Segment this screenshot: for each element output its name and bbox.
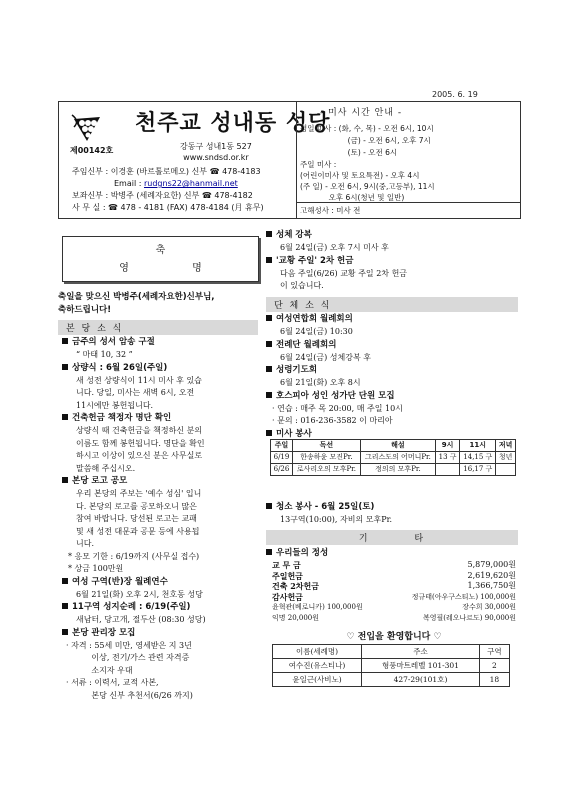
offering-label: 교 무 금: [272, 560, 301, 570]
item-line: 우리 본당의 주보는 '예수 성심' 입니: [76, 489, 202, 498]
offering-row: [272, 560, 516, 571]
square-bullet-icon: [62, 414, 68, 420]
item-title: 청소 봉사 - 6월 25일(토): [276, 502, 375, 512]
list-item: [62, 627, 282, 703]
item-title: 여성연합회 월례회의: [276, 314, 353, 324]
item-line: 6월 21일(화) 오후 8시: [280, 378, 361, 387]
item-line: 6월 21일(화) 오후 2시, 천호동 성당: [76, 589, 203, 599]
church-address: [180, 141, 252, 163]
mass-line: 오후 6시(청년 및 일반): [300, 193, 405, 202]
item-line: 이름도 함께 봉헌됩니다. 명단을 확인: [76, 438, 205, 448]
address-text: 강동구 성내1동 527: [180, 142, 252, 151]
item-title: 본당 로고 공모: [72, 476, 128, 486]
congrats-message-line: 축하드립니다!: [58, 305, 112, 315]
column-header: 해설: [360, 440, 435, 452]
item-title: 우리들의 정성: [276, 548, 329, 558]
item-title: 여성 구역(반)장 월례연수: [72, 576, 168, 587]
table-cell: 16,17 구: [460, 464, 496, 476]
item-line: 및 새 성전 대문과 공문 등에 사용됩: [76, 526, 200, 536]
table-header-row: [273, 645, 510, 659]
item-line: 이상, 전기/가스 관련 자격증: [66, 653, 190, 662]
right-top-list: [266, 229, 522, 293]
registration-number: 제00142호: [70, 146, 114, 155]
list-item: [62, 412, 282, 475]
item-line: 6월 24일(금) 오후 7시 미사 후: [280, 243, 389, 252]
group-news-heading: 단 체 소 식: [266, 297, 518, 312]
table-cell: 13 구: [435, 452, 459, 464]
table-cell: 정의의 모후Pr.: [360, 464, 435, 476]
list-item: [266, 255, 522, 293]
offering-amount: 1,366,750원: [467, 581, 516, 590]
item-line: 다. 본당의 로고를 공모하오니 많은: [76, 501, 197, 511]
welcome-title: ♡ 전입을 환영합니다 ♡: [346, 632, 442, 642]
item-line: 참여 바랍니다. 당선된 로고는 교패: [76, 514, 197, 523]
mass-line: (금) - 오전 6시, 오후 7시: [300, 136, 431, 145]
item-line: 새남터, 당고개, 절두산 (08:30 성당): [76, 615, 206, 624]
offering-row: [272, 581, 516, 592]
parish-news-heading: 본 당 소 식: [58, 320, 258, 335]
item-line: 소지자 우대: [66, 665, 133, 675]
item-line: 하시고 이상이 있으신 분은 사무실로: [76, 451, 203, 460]
square-bullet-icon: [266, 315, 272, 321]
column-header: 주일: [271, 440, 293, 452]
square-bullet-icon: [266, 231, 272, 237]
welcome-table: [272, 644, 510, 687]
website-link[interactable]: www.sndsd.or.kr: [183, 153, 249, 162]
offering-section: [266, 547, 522, 560]
assistant-priest-line: 보좌신부 : 박병주 (세례자요한) 신부 ☎ 478-4182: [72, 191, 253, 200]
etc-heading: 기 타: [266, 530, 518, 545]
square-bullet-icon: [266, 392, 272, 398]
mass-schedule-title: - 미사 시간 안내 -: [320, 108, 403, 118]
table-cell: 18: [479, 673, 509, 687]
table-cell: 14,15 구: [460, 452, 496, 464]
mass-line: (주 일) - 오전 6시, 9시(중,고등부), 11시: [300, 182, 435, 191]
offering-list: [272, 560, 516, 623]
item-line: 니다. 당일, 미사는 새벽 6시, 오전: [76, 388, 195, 397]
offering-amount: 5,879,000원: [467, 560, 516, 569]
thanks-entry: 익명 20,000원: [272, 613, 320, 622]
list-item: [266, 313, 522, 339]
table-cell: 그리스도의 어머니Pr.: [360, 452, 435, 464]
congrats-title: 축: [155, 245, 166, 256]
thanks-row: [272, 613, 516, 624]
table-cell: 여수진(유스티나): [273, 659, 362, 673]
thanks-entry: 복영필(레오나르도) 90,000원: [422, 613, 516, 622]
square-bullet-icon: [62, 578, 68, 584]
mass-line: 주일 미사 :: [300, 160, 337, 169]
item-line: * 응모 기한 : 6/19까지 (사무실 접수): [68, 551, 200, 561]
offering-label: 주일헌금: [272, 570, 303, 581]
column-header: 9시: [435, 440, 459, 452]
item-line: · 문의 : 016-236-3582 이 마리아: [272, 416, 393, 425]
column-header: 주소: [362, 645, 480, 659]
church-title: 천주교 성내동 성당: [135, 110, 331, 136]
square-bullet-icon: [62, 603, 68, 609]
item-title: 전례단 월례회의: [276, 339, 337, 350]
item-line: * 상금 100만원: [68, 564, 124, 573]
thanks-entry: 윤혁관(베로니카) 100,000원: [272, 603, 363, 611]
column-header: 구역: [479, 645, 509, 659]
table-cell: 6/19: [271, 452, 293, 464]
square-bullet-icon: [266, 430, 272, 436]
square-bullet-icon: [266, 366, 272, 372]
congrats-subtitle: 영 명: [119, 263, 202, 274]
table-cell: [496, 464, 516, 476]
list-item: [62, 362, 282, 413]
square-bullet-icon: [62, 477, 68, 483]
thanks-row: [272, 602, 516, 613]
table-row: [273, 659, 510, 673]
offering-label: 감사헌금: [272, 591, 303, 602]
cleaning-item: [266, 501, 522, 527]
item-title: 호스피아 성인 성가단 단원 모집: [276, 390, 395, 401]
mass-divider: [296, 202, 521, 203]
item-title: 미사 봉사: [276, 428, 312, 439]
item-line: 새 성전 상량식이 11시 미사 후 있습: [76, 375, 202, 385]
item-line: · 서류 : 이력서, 교적 사본,: [66, 678, 159, 687]
congrats-message-line: 축일을 맞으신 박병주(세례자요한)신부님,: [58, 292, 215, 302]
table-cell: 윤일근(사비노): [273, 673, 362, 687]
item-line: 상량식 때 건축헌금을 책정하신 분의: [76, 426, 203, 435]
grape-logo-icon: [70, 113, 104, 143]
square-bullet-icon: [62, 364, 68, 370]
item-line: 13구역(10:00), 자비의 모후Pr.: [280, 515, 393, 524]
list-item: [62, 601, 282, 627]
mass-line: 평일 미사 : (화, 수, 목) - 오전 6시, 10시: [300, 124, 434, 133]
email-link[interactable]: rudgns22@hanmail.net: [143, 179, 238, 188]
list-item: [62, 576, 282, 602]
table-cell: 로사리오의 모후Pr.: [292, 464, 360, 476]
table-row: [271, 464, 516, 476]
thanks-entry: 장수희 30,000원: [462, 603, 516, 611]
square-bullet-icon: [266, 503, 272, 509]
contact-list: [72, 166, 264, 214]
table-cell: 한송하윤 모진Pr.: [292, 452, 360, 464]
list-item: [266, 364, 522, 390]
offering-row: [272, 571, 516, 582]
item-title: 성체 강복: [276, 230, 312, 240]
table-cell: 427-29(101호): [362, 673, 480, 687]
square-bullet-icon: [266, 257, 272, 263]
item-line: 6월 24일(금) 성체강복 후: [280, 352, 371, 362]
item-title: 성령기도회: [276, 365, 318, 375]
item-line: 다음 주일(6/26) 교황 주일 2차 헌금: [280, 268, 408, 278]
item-line: · 자격 : 55세 미만, 영세받은 지 3년: [66, 640, 192, 650]
table-cell: 형풍마트레벨 101-301: [362, 659, 480, 673]
priest-line: 주임신부 : 이경훈 (바르톨로메오) 신부 ☎ 478-4183: [72, 167, 261, 176]
table-header-row: [271, 440, 516, 452]
email-line: [72, 178, 264, 190]
list-item: [266, 339, 522, 365]
item-line: 본당 신부 추천서(6/26 까지): [66, 690, 193, 700]
table-row: [271, 452, 516, 464]
item-title: '교황 주일' 2차 헌금: [276, 255, 354, 266]
item-title: 상량식 : 6월 26일(주일): [72, 362, 168, 373]
offering-label: 건축 2차헌금: [272, 581, 319, 591]
list-item: [266, 229, 522, 255]
service-table: [270, 439, 516, 476]
item-line: 6월 24일(금) 10:30: [280, 327, 353, 336]
table-cell: 6/26: [271, 464, 293, 476]
square-bullet-icon: [266, 549, 272, 555]
thanks-row: [272, 592, 516, 603]
table-cell: 2: [479, 659, 509, 673]
table-row: [273, 673, 510, 687]
list-item: [266, 390, 522, 428]
issue-date: 2005. 6. 19: [432, 90, 478, 99]
item-title: 11구역 성지순례 : 6/19(주일): [72, 602, 191, 612]
list-item: [62, 336, 282, 362]
group-news-list: [266, 313, 522, 441]
item-line: · 연습 : 매주 목 20:00, 매 주일 10시: [272, 403, 403, 413]
item-title: 건축헌금 책정자 명단 확인: [72, 413, 172, 423]
item-line: 니다.: [76, 539, 94, 548]
table-cell: [435, 464, 459, 476]
mass-line: (토) - 오전 6시: [300, 148, 398, 157]
column-header: 11시: [460, 440, 496, 452]
congrats-message: [58, 291, 215, 317]
item-title: 본당 관리장 모집: [72, 627, 136, 638]
thanks-entry: 정규태(아우구스티노) 100,000원: [411, 592, 516, 601]
column-header: 이름(세례명): [273, 645, 362, 659]
item-line: “ 마태 10, 32 ”: [76, 350, 133, 359]
office-line: 사 무 실 : ☎ 478 - 4181 (FAX) 478-4184 (月 휴무): [72, 203, 264, 212]
table-cell: 청년: [496, 452, 516, 464]
column-header: 독선: [292, 440, 360, 452]
square-bullet-icon: [62, 629, 68, 635]
square-bullet-icon: [62, 338, 68, 344]
square-bullet-icon: [266, 341, 272, 347]
item-line: 이 있습니다.: [280, 281, 324, 290]
mass-line: (어린이미사 및 토요특전) - 오후 4시: [300, 171, 420, 180]
email-label: Email :: [114, 179, 144, 188]
item-title: 금주의 성서 암송 구절: [72, 337, 155, 347]
offering-amount: 2,619,620원: [467, 570, 516, 580]
mass-line: 고해성사 : 미사 전: [300, 206, 361, 215]
column-header: 저녁: [496, 440, 516, 452]
list-item: [62, 475, 282, 576]
item-line: 11시에만 봉헌됩니다.: [76, 400, 154, 410]
item-line: 말씀해 주십시오.: [76, 463, 136, 473]
parish-news-list: [62, 336, 282, 702]
